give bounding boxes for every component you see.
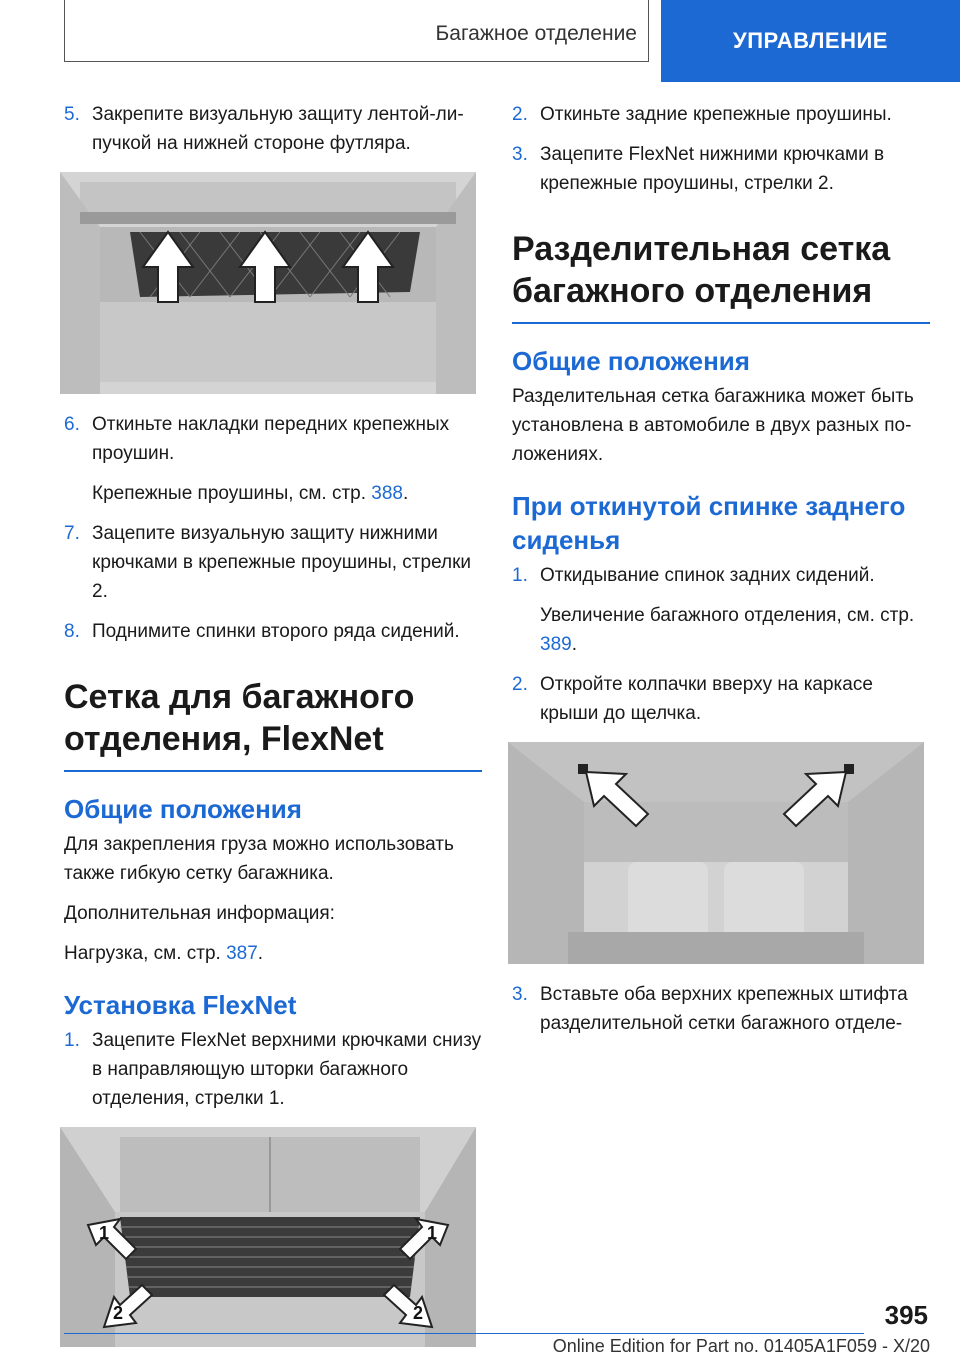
step-number: 5. xyxy=(64,104,80,125)
subheading-install: Установка FlexNet xyxy=(64,990,297,1020)
step-text: Закрепите визуальную защиту лентой-ли‐пучкой на нижней стороне футляра. xyxy=(92,104,464,154)
step-number: 8. xyxy=(64,621,80,642)
general-text: Для закрепления груза можно использовать также гибкую сетку багажника. xyxy=(64,834,454,884)
left-column xyxy=(64,100,482,1363)
install-step-1 xyxy=(64,1026,482,1113)
step-text: Откиньте накладки передних крепежных проушин. xyxy=(92,414,450,464)
page-reference-link[interactable]: 387 xyxy=(226,943,258,964)
right-column xyxy=(512,100,930,1049)
step-text: Поднимите спинки второго ряда сидений. xyxy=(92,621,460,642)
load-reference: Нагрузка, см. стр. 387. xyxy=(64,943,264,964)
section-heading: Разделительная сетка багажного отделения xyxy=(512,228,930,324)
step-6 xyxy=(64,410,482,468)
step-8 xyxy=(64,617,482,646)
arrow-label: 1 xyxy=(98,1223,110,1243)
right-step-2 xyxy=(512,670,930,728)
step-number: 6. xyxy=(64,414,80,435)
page-reference-link[interactable]: 388 xyxy=(371,483,403,504)
flexnet-install-illustration xyxy=(60,1127,476,1347)
subheading-seat-folded: При откинутой спинке заднего сиденья xyxy=(512,491,906,555)
section-heading: Сетка для багажного отделения, FlexNet xyxy=(64,676,482,772)
step-2 xyxy=(512,100,930,129)
step-number: 2. xyxy=(512,104,528,125)
step-text: Зацепите визуальную защиту нижними крючками в крепежные проушины, стрелки 2. xyxy=(92,523,472,602)
step-6-note: Крепежные проушины, см. стр. 388. xyxy=(92,483,409,504)
step-text: Зацепите FlexNet верхними крючками снизу в направляющую шторки багажного отделения, стрелки 1. xyxy=(92,1030,482,1109)
right-step-1-note: Увеличение багажного отделения, см. стр. 389. xyxy=(540,605,915,655)
cargo-net-visual-protection-illustration xyxy=(60,172,476,394)
footer-divider xyxy=(64,1333,864,1334)
arrow-label: 1 xyxy=(426,1223,438,1243)
right-step-1 xyxy=(512,561,930,590)
step-number: 7. xyxy=(64,523,80,544)
step-text: Вставьте оба верхних крепежных штифта разделительной сетки багажного отделе‐ xyxy=(540,984,908,1034)
page-header-title: Багажное отделение xyxy=(435,22,637,45)
step-text: Откидывание спинок задних сидений. xyxy=(540,565,875,586)
step-number: 1. xyxy=(512,565,528,586)
page-reference-link[interactable]: 389 xyxy=(540,634,572,655)
roof-frame-caps-illustration xyxy=(508,742,924,964)
step-number: 2. xyxy=(512,674,528,695)
step-number: 1. xyxy=(64,1030,80,1051)
step-number: 3. xyxy=(512,144,528,165)
right-step-3 xyxy=(512,980,930,1038)
footer-edition: Online Edition for Part no. 01405A1F059 - X/20 xyxy=(552,1336,930,1356)
subheading-general: Общие положения xyxy=(64,794,302,824)
step-text: Откройте колпачки вверху на каркасе крыши до щелчка. xyxy=(540,674,873,724)
step-7 xyxy=(64,519,482,606)
general-text: Разделительная сетка багажника может быть установлена в автомобиле в двух разных по‐ложениях. xyxy=(512,386,914,465)
arrow-label: 2 xyxy=(412,1303,424,1323)
step-3 xyxy=(512,140,930,198)
step-number: 3. xyxy=(512,984,528,1005)
section-tab: УПРАВЛЕНИЕ xyxy=(661,0,960,82)
arrow-label: 2 xyxy=(112,1303,124,1323)
step-text: Откиньте задние крепежные проушины. xyxy=(540,104,892,125)
more-info-label: Дополнительная информация: xyxy=(64,903,335,924)
step-text: Зацепите FlexNet нижними крючками в крепежные проушины, стрелки 2. xyxy=(540,144,885,194)
page-number: 395 xyxy=(884,1300,928,1330)
subheading-general: Общие положения xyxy=(512,346,750,376)
step-5 xyxy=(64,100,482,158)
